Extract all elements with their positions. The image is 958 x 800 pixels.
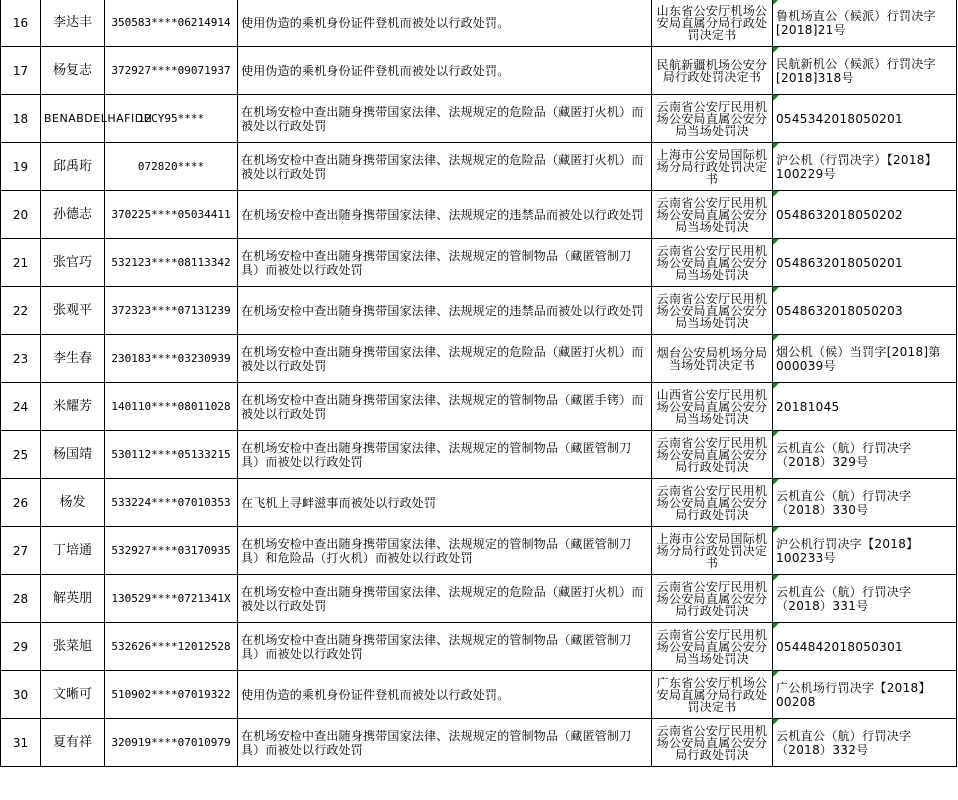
comment-marker-icon (773, 239, 779, 245)
row-index-cell[interactable] (1, 95, 41, 143)
table-row (1, 623, 957, 671)
document-number-text: 民航新机公（候派）行罚决字[2018]318号 (776, 56, 936, 85)
person-name-cell[interactable] (41, 719, 105, 767)
penalty-reason-text: 在机场安检中查出随身携带国家法律、法规规定的危险品（藏匿打火机）而被处以行政处罚 (241, 152, 644, 181)
document-number-cell[interactable] (773, 527, 957, 575)
comment-marker-icon (773, 719, 779, 725)
id-number-cell[interactable] (105, 575, 238, 623)
table-row (1, 383, 957, 431)
table-row (1, 527, 957, 575)
penalty-reason-text: 在机场安检中查出随身携带国家法律、法规规定的危险品（藏匿打火机）而被处以行政处罚 (241, 584, 644, 613)
issuing-authority-cell[interactable] (652, 575, 773, 623)
id-number-cell[interactable] (105, 0, 238, 47)
issuing-authority-text: 民航新疆机场公安分局行政处罚决定书 (656, 57, 768, 84)
row-index-cell[interactable] (1, 479, 41, 527)
penalty-reason-text: 在机场安检中查出随身携带国家法律、法规规定的管制物品（藏匿管制刀具）和危险品（打火机）而被处以行政处罚 (241, 536, 632, 565)
penalty-reason-cell[interactable] (238, 671, 652, 719)
id-number-cell[interactable] (105, 431, 238, 479)
document-number-text: 沪公机（行罚决字）【2018】100229号 (776, 152, 938, 181)
document-number-text: 云机直公（航）行罚决字（2018）330号 (776, 488, 912, 517)
penalty-reason-cell[interactable] (238, 47, 652, 95)
person-name-cell[interactable] (41, 431, 105, 479)
penalty-reason-text: 在机场安检中查出随身携带国家法律、法规规定的管制物品（藏匿管制刀具）而被处以行政处罚 (241, 728, 632, 757)
table-row (1, 143, 957, 191)
issuing-authority-cell[interactable] (652, 479, 773, 527)
table-row (1, 335, 957, 383)
document-number-text: 沪公机行罚决字【2018】100233号 (776, 536, 919, 565)
table-row (1, 479, 957, 527)
table-row (1, 575, 957, 623)
penalty-reason-cell[interactable] (238, 383, 652, 431)
issuing-authority-text: 广东省公安厅机场公安局直属分局行政处罚决定书 (656, 675, 768, 714)
document-number-cell[interactable] (773, 191, 957, 239)
row-index-cell[interactable] (1, 431, 41, 479)
row-index-cell[interactable] (1, 287, 41, 335)
issuing-authority-cell[interactable] (652, 623, 773, 671)
issuing-authority-cell[interactable] (652, 383, 773, 431)
person-name-cell[interactable] (41, 479, 105, 527)
row-index-text: 23 (12, 351, 29, 366)
table-row (1, 239, 957, 287)
row-index-cell[interactable] (1, 47, 41, 95)
row-index-text: 21 (12, 255, 29, 270)
document-number-cell[interactable] (773, 95, 957, 143)
comment-marker-icon (773, 335, 779, 341)
row-index-cell[interactable] (1, 335, 41, 383)
person-name-cell[interactable] (41, 0, 105, 47)
person-name-text: 李生春 (52, 350, 92, 366)
row-index-cell[interactable] (1, 719, 41, 767)
penalty-reason-text: 使用伪造的乘机身份证件登机而被处以行政处罚。 (241, 15, 510, 30)
person-name-text: 邱禹珩 (52, 158, 92, 174)
penalty-reason-cell[interactable] (238, 287, 652, 335)
person-name-cell[interactable] (41, 623, 105, 671)
id-number-cell[interactable] (105, 479, 238, 527)
row-index-text: 20 (12, 207, 29, 222)
id-number-text: 530112****05133215 (111, 447, 231, 461)
id-number-cell[interactable] (105, 239, 238, 287)
row-index-cell[interactable] (1, 191, 41, 239)
penalty-reason-text: 在机场安检中查出随身携带国家法律、法规规定的危险品（藏匿打火机）而被处以行政处罚 (241, 344, 644, 373)
issuing-authority-text: 云南省公安厅民用机场公安局直属公安分局当场处罚决 (656, 627, 768, 666)
penalty-reason-text: 在机场安检中查出随身携带国家法律、法规规定的危险品（藏匿打火机）而被处以行政处罚 (241, 104, 644, 133)
penalty-reason-cell[interactable] (238, 623, 652, 671)
penalty-reason-cell[interactable] (238, 719, 652, 767)
document-number-text: 云机直公（航）行罚决字（2018）329号 (776, 440, 912, 469)
issuing-authority-text: 云南省公安厅民用机场公安局直属公安分局行政处罚决 (656, 723, 768, 762)
penalty-reason-cell[interactable] (238, 527, 652, 575)
penalty-reason-text: 在飞机上寻衅滋事而被处以行政处罚 (241, 495, 437, 510)
document-number-cell[interactable] (773, 239, 957, 287)
issuing-authority-text: 云南省公安厅民用机场公安局直属公安分局当场处罚决 (656, 195, 768, 234)
issuing-authority-cell[interactable] (652, 47, 773, 95)
id-number-cell[interactable] (105, 47, 238, 95)
penalty-reason-cell[interactable] (238, 95, 652, 143)
issuing-authority-cell[interactable] (652, 335, 773, 383)
comment-marker-icon (773, 383, 779, 389)
person-name-text: 解英朋 (52, 590, 92, 606)
person-name-text: 杨复志 (52, 62, 92, 78)
row-index-cell[interactable] (1, 575, 41, 623)
row-index-text: 27 (12, 543, 29, 558)
issuing-authority-cell[interactable] (652, 431, 773, 479)
issuing-authority-cell[interactable] (652, 719, 773, 767)
id-number-text: 072820**** (137, 159, 205, 173)
issuing-authority-text: 云南省公安厅民用机场公安局直属公安分局行政处罚决 (656, 579, 768, 618)
comment-marker-icon (773, 0, 779, 5)
penalty-reason-text: 在机场安检中查出随身携带国家法律、法规规定的管制物品（藏匿管制刀具）而被处以行政处罚 (241, 632, 632, 661)
document-number-text: 0548632018050202 (776, 207, 903, 222)
id-number-cell[interactable] (105, 143, 238, 191)
document-number-cell[interactable] (773, 143, 957, 191)
id-number-text: 140110****08011028 (111, 399, 231, 413)
id-number-text: 532626****12012528 (111, 639, 231, 653)
issuing-authority-cell[interactable] (652, 191, 773, 239)
table-row (1, 287, 957, 335)
row-index-text: 17 (12, 63, 29, 78)
issuing-authority-text: 云南省公安厅民用机场公安局直属公安分局行政处罚决 (656, 435, 768, 474)
comment-marker-icon (773, 527, 779, 533)
comment-marker-icon (773, 575, 779, 581)
person-name-text: 孙德志 (52, 206, 92, 222)
person-name-cell[interactable] (41, 143, 105, 191)
id-number-cell[interactable] (105, 95, 238, 143)
person-name-text: 文晰可 (52, 686, 92, 702)
row-index-text: 22 (12, 303, 29, 318)
issuing-authority-text: 云南省公安厅民用机场公安局直属公安分局当场处罚决 (656, 243, 768, 282)
row-index-cell[interactable] (1, 623, 41, 671)
document-number-text: 云机直公（航）行罚决字（2018）332号 (776, 728, 912, 757)
document-number-text: 广公机场行罚决字【2018】00208 (776, 680, 931, 709)
penalty-reason-text: 在机场安检中查出随身携带国家法律、法规规定的违禁品而被处以行政处罚 (241, 207, 644, 222)
id-number-cell[interactable] (105, 191, 238, 239)
issuing-authority-text: 上海市公安局国际机场分局行政处罚决定书 (656, 147, 768, 186)
row-index-cell[interactable] (1, 671, 41, 719)
id-number-cell[interactable] (105, 287, 238, 335)
table-row (1, 95, 957, 143)
person-name-cell[interactable] (41, 191, 105, 239)
person-name-text: 张观平 (52, 302, 92, 318)
row-index-text: 24 (12, 399, 29, 414)
person-name-cell[interactable] (41, 287, 105, 335)
issuing-authority-text: 云南省公安厅民用机场公安局直属公安分局当场处罚决 (656, 291, 768, 330)
document-number-cell[interactable] (773, 287, 957, 335)
table-row (1, 47, 957, 95)
person-name-text: 杨发 (59, 494, 86, 510)
id-number-cell[interactable] (105, 383, 238, 431)
penalty-reason-cell[interactable] (238, 335, 652, 383)
document-number-text: 0548632018050201 (776, 255, 903, 270)
id-number-text: 320919****07010979 (111, 735, 231, 749)
penalty-reason-cell[interactable] (238, 431, 652, 479)
document-number-text: 20181045 (776, 399, 840, 414)
penalty-reason-text: 使用伪造的乘机身份证件登机而被处以行政处罚。 (241, 63, 510, 78)
document-number-cell[interactable] (773, 623, 957, 671)
id-number-cell[interactable] (105, 335, 238, 383)
document-number-text: 0544842018050301 (776, 639, 903, 654)
id-number-text: 370225****05034411 (111, 207, 231, 221)
issuing-authority-cell[interactable] (652, 527, 773, 575)
row-index-text: 19 (12, 159, 29, 174)
table-row (1, 191, 957, 239)
id-number-cell[interactable] (105, 719, 238, 767)
id-number-text: 510902****07019322 (111, 687, 231, 701)
penalty-reason-cell[interactable] (238, 191, 652, 239)
penalty-reason-text: 在机场安检中查出随身携带国家法律、法规规定的管制物品（藏匿管制刀具）而被处以行政处罚 (241, 440, 632, 469)
id-number-text: 372323****07131239 (111, 303, 231, 317)
penalty-reason-cell[interactable] (238, 0, 652, 47)
penalty-table-body (1, 0, 957, 767)
person-name-cell[interactable] (41, 671, 105, 719)
id-number-text: 12CY95**** (137, 111, 205, 125)
row-index-text: 26 (12, 495, 29, 510)
document-number-text: 鲁机场直公（候派）行罚决字[2018]21号 (776, 8, 936, 37)
person-name-cell[interactable] (41, 239, 105, 287)
row-index-text: 25 (12, 447, 29, 462)
id-number-text: 230183****03230939 (111, 351, 231, 365)
person-name-cell[interactable] (41, 95, 153, 143)
issuing-authority-text: 云南省公安厅民用机场公安局直属公安分局行政处罚决 (656, 483, 768, 522)
comment-marker-icon (773, 623, 779, 629)
id-number-text: 130529****0721341X (111, 591, 231, 605)
issuing-authority-cell[interactable] (652, 671, 773, 719)
document-number-text: 0548632018050203 (776, 303, 903, 318)
row-index-text: 31 (12, 735, 29, 750)
id-number-text: 372927****09071937 (111, 63, 231, 77)
table-row (1, 431, 957, 479)
row-index-cell[interactable] (1, 527, 41, 575)
penalty-reason-text: 使用伪造的乘机身份证件登机而被处以行政处罚。 (241, 687, 510, 702)
document-number-cell[interactable] (773, 383, 957, 431)
row-index-text: 30 (12, 687, 29, 702)
id-number-cell[interactable] (105, 623, 238, 671)
document-number-text: 烟公机（候）当罚字[2018]第000039号 (776, 344, 941, 373)
penalty-reason-cell[interactable] (238, 143, 652, 191)
row-index-text: 18 (12, 111, 29, 126)
person-name-text: 杨国靖 (52, 446, 92, 462)
person-name-text: 张菜旭 (52, 638, 92, 654)
issuing-authority-text: 烟台公安局机场分局当场处罚决定书 (656, 345, 768, 372)
row-index-text: 28 (12, 591, 29, 606)
id-number-text: 532123****08113342 (111, 255, 231, 269)
person-name-cell[interactable] (41, 383, 105, 431)
document-number-text: 0545342018050201 (776, 111, 903, 126)
penalty-reason-text: 在机场安检中查出随身携带国家法律、法规规定的违禁品而被处以行政处罚 (241, 303, 644, 318)
person-name-cell[interactable] (41, 575, 105, 623)
row-index-cell[interactable] (1, 239, 41, 287)
issuing-authority-cell[interactable] (652, 143, 773, 191)
penalty-reason-cell[interactable] (238, 239, 652, 287)
penalty-reason-text: 在机场安检中查出随身携带国家法律、法规规定的管制物品（藏匿管制刀具）而被处以行政处罚 (241, 248, 632, 277)
person-name-text: 张官巧 (52, 254, 92, 270)
document-number-cell[interactable] (773, 431, 957, 479)
comment-marker-icon (773, 479, 779, 485)
penalty-reason-text: 在机场安检中查出随身携带国家法律、法规规定的管制物品（藏匿手铐）而被处以行政处罚 (241, 392, 644, 421)
comment-marker-icon (773, 431, 779, 437)
penalty-reason-cell[interactable] (238, 575, 652, 623)
table-row (1, 719, 957, 767)
person-name-cell[interactable] (41, 47, 105, 95)
issuing-authority-text: 上海市公安局国际机场分局行政处罚决定书 (656, 531, 768, 570)
person-name-text: 米耀芳 (52, 398, 92, 414)
person-name-text: 丁培通 (52, 542, 92, 558)
issuing-authority-cell[interactable] (652, 0, 773, 47)
row-index-cell[interactable] (1, 143, 41, 191)
id-number-text: 532927****03170935 (111, 543, 231, 557)
row-index-cell[interactable] (1, 383, 41, 431)
comment-marker-icon (773, 143, 779, 149)
comment-marker-icon (773, 287, 779, 293)
document-number-cell[interactable] (773, 0, 957, 47)
issuing-authority-cell[interactable] (652, 95, 773, 143)
issuing-authority-text: 山东省公安厅机场公安局直属分局行政处罚决定书 (656, 3, 768, 42)
document-number-cell[interactable] (773, 335, 957, 383)
person-name-text: BENABDELHAFIDH (44, 111, 153, 125)
document-number-cell[interactable] (773, 47, 957, 95)
document-number-cell[interactable] (773, 719, 957, 767)
person-name-text: 夏有祥 (52, 734, 92, 750)
id-number-cell[interactable] (105, 671, 238, 719)
id-number-cell[interactable] (105, 527, 238, 575)
document-number-cell[interactable] (773, 479, 957, 527)
person-name-cell[interactable] (41, 335, 105, 383)
comment-marker-icon (773, 671, 779, 677)
issuing-authority-text: 山西省公安厅民用机场公安局直属公安分局当场处罚决 (656, 387, 768, 426)
document-number-text: 云机直公（航）行罚决字（2018）331号 (776, 584, 912, 613)
comment-marker-icon (773, 47, 779, 53)
issuing-authority-text: 云南省公安厅民用机场公安局直属公安分局当场处罚决 (656, 99, 768, 138)
comment-marker-icon (773, 191, 779, 197)
row-index-text: 29 (12, 639, 29, 654)
table-row (1, 671, 957, 719)
comment-marker-icon (773, 95, 779, 101)
issuing-authority-cell[interactable] (652, 239, 773, 287)
row-index-cell[interactable] (1, 0, 41, 47)
id-number-text: 350583****06214914 (111, 15, 231, 29)
penalty-reason-cell[interactable] (238, 479, 652, 527)
row-index-text: 16 (12, 15, 29, 30)
table-row (1, 0, 957, 47)
person-name-cell[interactable] (41, 527, 105, 575)
person-name-text: 李达丰 (52, 14, 92, 30)
document-number-cell[interactable] (773, 671, 957, 719)
issuing-authority-cell[interactable] (652, 287, 773, 335)
id-number-text: 533224****07010353 (111, 495, 231, 509)
document-number-cell[interactable] (773, 575, 957, 623)
